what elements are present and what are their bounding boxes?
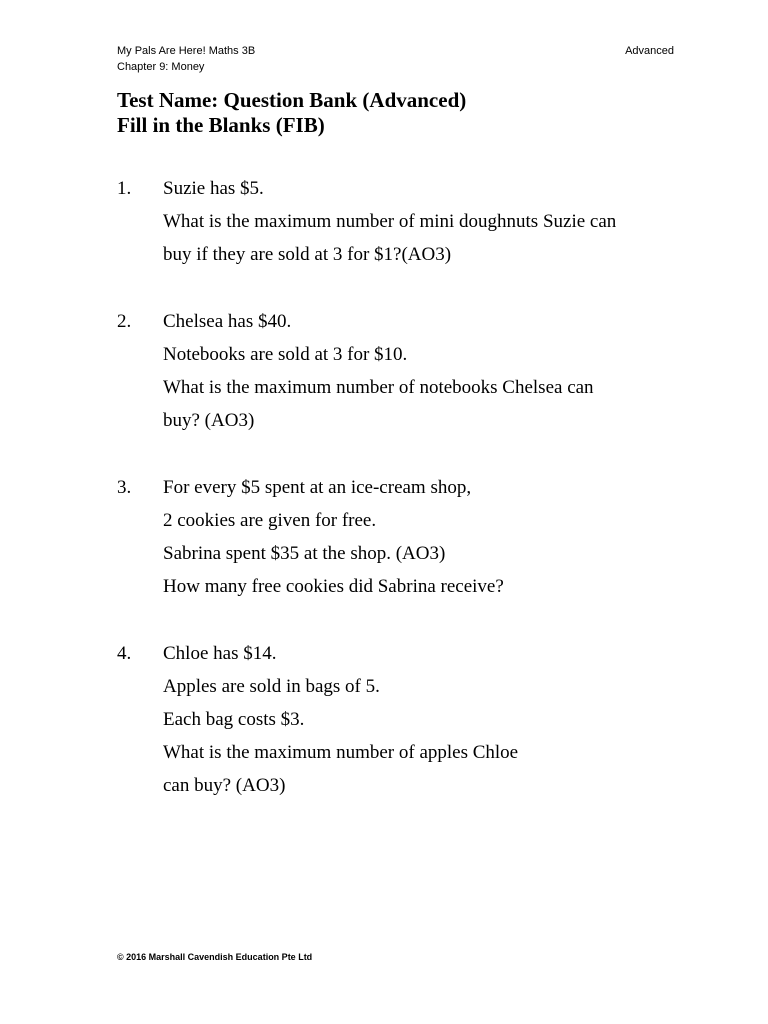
question-text-line: Chelsea has $40. [163, 311, 292, 332]
running-header [117, 43, 255, 75]
question-text-line: 2 cookies are given for free. [163, 510, 377, 531]
copyright-footer: © 2016 Marshall Cavendish Education Pte Ltd [117, 952, 313, 962]
question-number: 4. [117, 643, 132, 664]
question-text-line: Each bag costs $3. [163, 709, 305, 730]
page-title [117, 88, 466, 138]
question-text-line: For every $5 spent at an ice-cream shop, [163, 477, 472, 498]
question-text-line: buy? (AO3) [163, 410, 255, 431]
question-number: 2. [117, 311, 132, 332]
question-2 [117, 305, 717, 437]
book-title: My Pals Are Here! Maths 3B [117, 45, 256, 57]
question-4 [117, 637, 717, 802]
question-text-line: What is the maximum number of apples Chloe [163, 742, 519, 763]
section-name: Fill in the Blanks (FIB) [117, 113, 325, 137]
question-text-line: buy if they are sold at 3 for $1?(AO3) [163, 244, 452, 265]
question-text-line: How many free cookies did Sabrina receive? [163, 576, 504, 597]
question-text-line: can buy? (AO3) [163, 775, 286, 796]
question-3 [117, 471, 717, 603]
question-number: 1. [117, 178, 132, 199]
question-text-line: Suzie has $5. [163, 178, 264, 199]
question-text-line: Chloe has $14. [163, 643, 277, 664]
question-text-line: What is the maximum number of notebooks Chelsea can [163, 377, 594, 398]
question-text-line: What is the maximum number of mini doughnuts Suzie can [163, 211, 617, 232]
question-1 [117, 172, 717, 271]
question-text-line: Sabrina spent $35 at the shop. (AO3) [163, 543, 446, 564]
question-number: 3. [117, 477, 132, 498]
test-name: Test Name: Question Bank (Advanced) [117, 88, 467, 112]
question-text-line: Notebooks are sold at 3 for $10. [163, 344, 408, 365]
level-label: Advanced [625, 45, 674, 57]
question-list [117, 172, 717, 836]
chapter-title: Chapter 9: Money [117, 61, 205, 73]
question-text-line: Apples are sold in bags of 5. [163, 676, 380, 697]
